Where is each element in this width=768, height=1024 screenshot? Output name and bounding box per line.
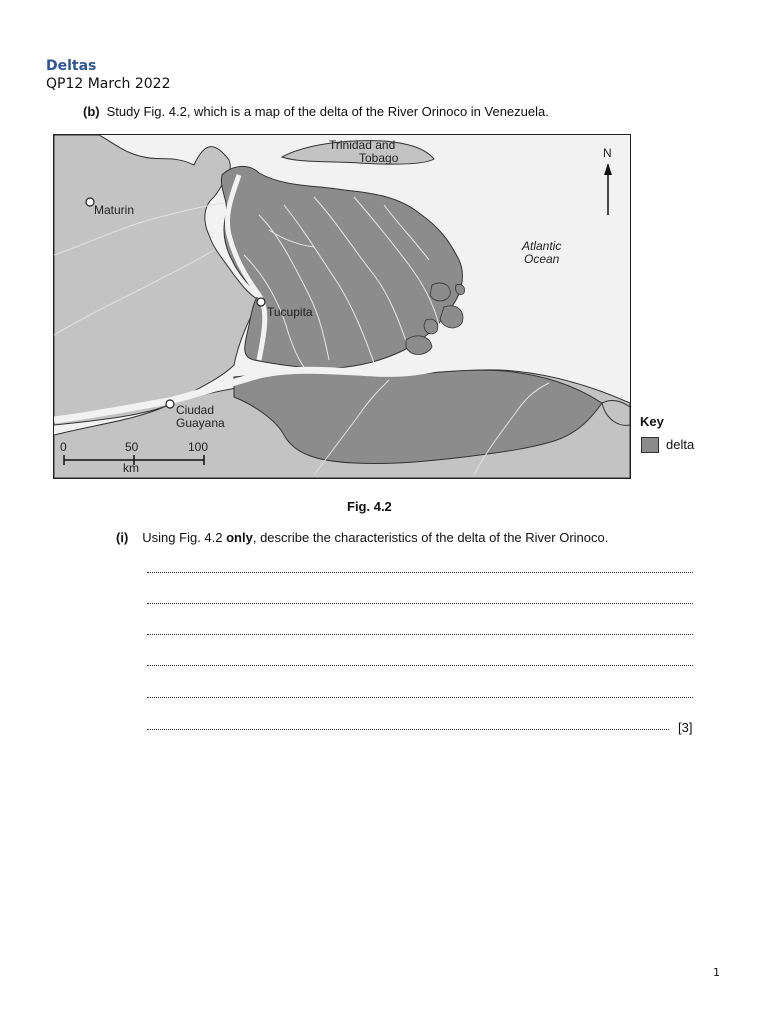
answer-line-5[interactable] [147,697,693,698]
answer-line-3[interactable] [147,634,693,635]
key-delta-label: delta [666,437,695,452]
maturin-label: Maturin [94,203,135,217]
question-intro-text: Study Fig. 4.2, which is a map of the delta of the River Orinoco in Venezuela. [106,104,549,119]
answer-line-2[interactable] [147,603,693,604]
trinidad-label-line1: Trinidad and [329,138,396,152]
ciudad-guayana-marker [166,400,174,408]
north-label: N [603,146,612,160]
maturin-marker [86,198,94,206]
delta-map [53,134,631,479]
key-title: Key [640,414,664,429]
scale-unit: km [123,461,139,475]
answer-line-1[interactable] [147,572,693,573]
page-subtitle: QP12 March 2022 [46,76,171,92]
figure-caption: Fig. 4.2 [347,499,392,514]
scale-tick-100: 100 [188,440,209,454]
question-text-bold: only [226,530,253,545]
scale-tick-50: 50 [125,440,139,454]
delta-map-svg [54,135,630,478]
question-part-label: (b) [83,104,100,119]
key-delta-swatch [641,437,659,453]
tucupita-label: Tucupita [267,305,313,319]
question-number: (i) [116,530,129,545]
question-text-before: Using Fig. 4.2 [142,530,227,545]
answer-line-4[interactable] [147,665,693,666]
ciudad-label: Ciudad [176,403,215,417]
page-number: 1 [713,966,720,979]
tucupita-marker [257,298,265,306]
answer-line-6[interactable] [147,729,669,730]
question-text-after: , describe the characteristics of the delta of the River Orinoco. [252,530,609,545]
atlantic-label-line1: Atlantic [522,239,562,253]
question-intro [83,104,549,119]
question-i [116,530,608,545]
page-title: Deltas [46,58,97,74]
marks-label: [3] [678,720,693,735]
scale-tick-0: 0 [60,440,67,454]
atlantic-label-line2: Ocean [524,252,560,266]
trinidad-label-line2: Tobago [359,151,399,165]
guayana-label: Guayana [176,416,225,430]
